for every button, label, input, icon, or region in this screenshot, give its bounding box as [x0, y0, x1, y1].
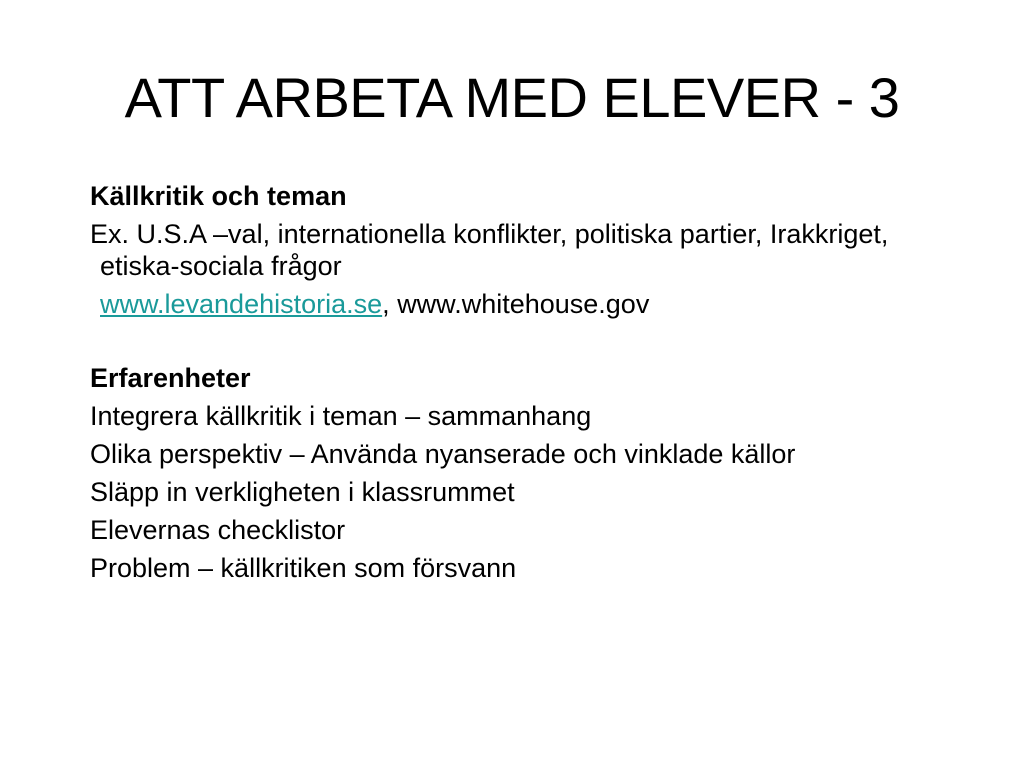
list-item: Problem – källkritiken som försvann — [90, 553, 517, 583]
spacer — [90, 326, 970, 362]
slide-title: ATT ARBETA MED ELEVER - 3 — [124, 66, 900, 129]
whitehouse-text: www.whitehouse.gov — [397, 289, 650, 319]
slide-body — [90, 180, 970, 590]
section-heading-kallkritik: Källkritik och teman — [90, 181, 347, 211]
levandehistoria-link[interactable]: www.levandehistoria.se — [100, 289, 383, 319]
link-separator: , — [382, 289, 390, 319]
list-item: Olika perspektiv – Använda nyanserade och vinklade källor — [90, 439, 796, 469]
list-item: Integrera källkritik i teman – sammanhang — [90, 401, 592, 431]
example-text: Ex. U.S.A –val, internationella konflikter, politiska partier, Irakkriget, etiska-sociala frågor — [90, 219, 889, 281]
section-heading-erfarenheter: Erfarenheter — [90, 363, 251, 393]
list-item: Släpp in verkligheten i klassrummet — [90, 477, 515, 507]
list-item: Elevernas checklistor — [90, 515, 346, 545]
links-line — [90, 288, 970, 320]
